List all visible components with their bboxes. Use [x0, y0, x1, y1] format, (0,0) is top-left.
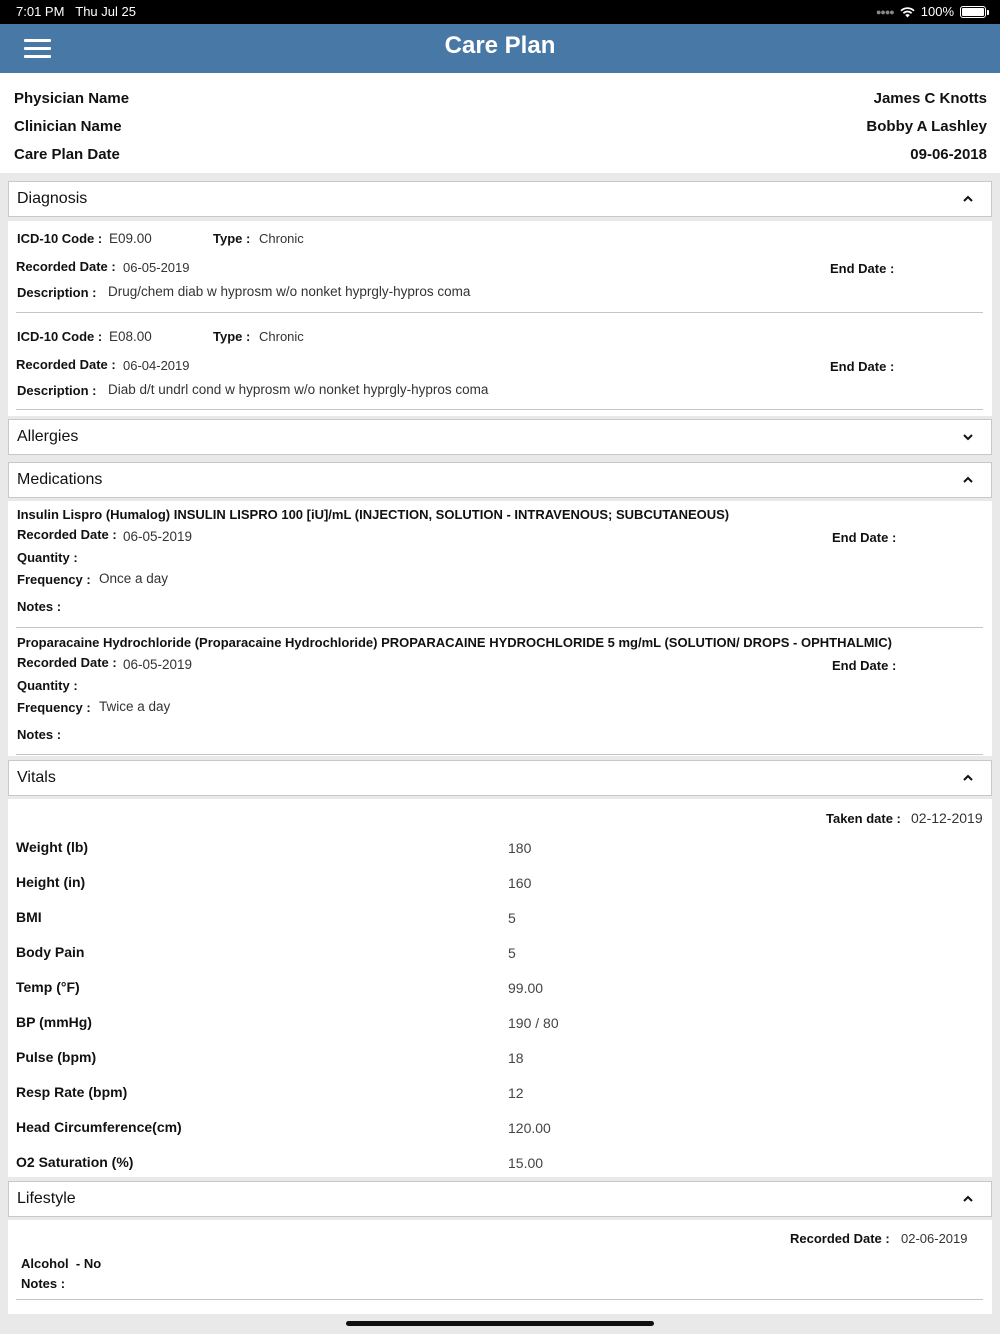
physician-row	[14, 90, 987, 112]
vital-label: Body Pain	[16, 944, 85, 960]
care-plan-date-value: 09-06-2018	[910, 146, 987, 163]
recorded-date-value: 06-05-2019	[123, 657, 193, 672]
end-date-label: End Date :	[832, 658, 897, 673]
section-header-lifestyle[interactable]	[8, 1181, 992, 1217]
icd-value: E08.00	[109, 329, 152, 344]
type-value: Chronic	[259, 329, 304, 344]
alcohol-status: Alcohol - No	[21, 1256, 102, 1271]
divider	[16, 312, 983, 313]
section-header-vitals[interactable]	[8, 760, 992, 796]
icd-label: ICD-10 Code :	[17, 329, 103, 344]
vital-label: O2 Saturation (%)	[16, 1154, 134, 1170]
chevron-up-icon[interactable]	[961, 473, 975, 487]
icd-label: ICD-10 Code :	[17, 231, 103, 246]
page-title: Care Plan	[444, 32, 556, 59]
section-title-medications: Medications	[17, 471, 103, 488]
lifestyle-panel	[8, 1220, 992, 1314]
quantity-label: Quantity :	[17, 678, 78, 693]
end-date-label: End Date :	[830, 359, 895, 374]
divider	[16, 754, 983, 755]
divider	[16, 627, 983, 628]
frequency-label: Frequency :	[17, 572, 91, 587]
battery-percent: 100%	[920, 4, 954, 19]
type-label: Type :	[213, 231, 251, 246]
clinician-value: Bobby A Lashley	[866, 118, 987, 135]
vital-value: 180	[508, 840, 532, 856]
end-date-label: End Date :	[832, 530, 897, 545]
recorded-date-label: Recorded Date :	[16, 357, 116, 372]
quantity-label: Quantity :	[17, 550, 78, 565]
description-label: Description :	[17, 285, 97, 300]
section-title-vitals: Vitals	[17, 769, 56, 786]
taken-date-label: Taken date :	[826, 811, 901, 826]
section-title-diagnosis: Diagnosis	[17, 190, 88, 207]
vital-label: Pulse (bpm)	[16, 1049, 97, 1065]
wifi-icon	[900, 6, 915, 18]
divider	[16, 409, 983, 410]
clinician-row	[14, 118, 987, 140]
section-header-diagnosis[interactable]	[8, 181, 992, 217]
description-label: Description :	[17, 383, 97, 398]
vital-value: 5	[508, 945, 516, 961]
lifestyle-recorded-date-value: 02-06-2019	[901, 1231, 968, 1246]
chevron-up-icon[interactable]	[961, 771, 975, 785]
chevron-down-icon[interactable]	[961, 430, 975, 444]
chevron-up-icon[interactable]	[961, 1192, 975, 1206]
notes-label: Notes :	[17, 727, 62, 742]
care-plan-header	[0, 73, 1000, 173]
status-time: 7:01 PM Thu Jul 25	[16, 4, 136, 19]
recorded-date-label: Recorded Date :	[17, 527, 117, 542]
recorded-date-value: 06-05-2019	[123, 529, 193, 544]
care-plan-date-label: Care Plan Date	[14, 146, 120, 163]
divider	[16, 1299, 983, 1300]
nav-bar	[0, 24, 1000, 73]
frequency-label: Frequency :	[17, 700, 91, 715]
vital-value: 12	[508, 1085, 524, 1101]
end-date-label: End Date :	[830, 261, 895, 276]
section-header-allergies[interactable]	[8, 419, 992, 455]
vital-value: 99.00	[508, 980, 544, 996]
notes-label: Notes :	[17, 599, 62, 614]
vital-value: 160	[508, 875, 532, 891]
section-header-medications[interactable]	[8, 462, 992, 498]
section-title-allergies: Allergies	[17, 428, 79, 445]
medications-panel	[8, 501, 992, 756]
recorded-date-value: 06-05-2019	[123, 260, 190, 275]
lifestyle-notes-label: Notes :	[21, 1276, 66, 1291]
vitals-panel	[8, 799, 992, 1177]
recorded-date-label: Recorded Date :	[16, 259, 116, 274]
diagnosis-panel	[8, 221, 992, 416]
vital-label: Height (in)	[16, 874, 86, 890]
taken-date-value: 02-12-2019	[911, 810, 983, 826]
recorded-date-label: Recorded Date :	[17, 655, 117, 670]
lifestyle-recorded-date-label: Recorded Date :	[790, 1231, 890, 1246]
type-value: Chronic	[259, 231, 304, 246]
description-value: Drug/chem diab w hyprosm w/o nonket hyprgly-hypros coma	[108, 284, 471, 299]
vital-value: 120.00	[508, 1120, 551, 1136]
chevron-up-icon[interactable]	[961, 192, 975, 206]
vital-label: Weight (lb)	[16, 839, 89, 855]
description-value: Diab d/t undrl cond w hyprosm w/o nonket hyprgly-hypros coma	[108, 382, 489, 397]
recorded-date-value: 06-04-2019	[123, 358, 190, 373]
vital-value: 190 / 80	[508, 1015, 559, 1031]
frequency-value: Once a day	[99, 571, 169, 586]
clinician-label: Clinician Name	[14, 118, 122, 135]
vital-value: 18	[508, 1050, 524, 1066]
medication-name: Proparacaine Hydrochloride (Proparacaine Hydrochloride) PROPARACAINE HYDROCHLORIDE 5 mg/mL (SOLUTION/ DROPS - OPHTHALMIC)	[17, 635, 892, 650]
care-plan-date-row	[14, 146, 987, 168]
battery-icon	[960, 6, 986, 18]
vital-value: 5	[508, 910, 516, 926]
cellular-signal-icon: ●●●●	[876, 6, 894, 17]
vital-label: BMI	[16, 909, 42, 925]
status-bar	[0, 0, 1000, 24]
physician-label: Physician Name	[14, 90, 130, 107]
vital-label: Temp (°F)	[16, 979, 80, 995]
section-title-lifestyle: Lifestyle	[17, 1190, 76, 1207]
vital-label: Head Circumference(cm)	[16, 1119, 182, 1135]
home-indicator[interactable]	[346, 1321, 654, 1326]
type-label: Type :	[213, 329, 251, 344]
icd-value: E09.00	[109, 231, 152, 246]
physician-value: James C Knotts	[873, 90, 987, 107]
vital-label: Resp Rate (bpm)	[16, 1084, 128, 1100]
medication-name: Insulin Lispro (Humalog) INSULIN LISPRO 100 [iU]/mL (INJECTION, SOLUTION - INTRAVENOUS; SUBCUTANEOUS)	[17, 507, 730, 522]
frequency-value: Twice a day	[99, 699, 171, 714]
vital-label: BP (mmHg)	[16, 1014, 92, 1030]
vital-value: 15.00	[508, 1155, 544, 1171]
